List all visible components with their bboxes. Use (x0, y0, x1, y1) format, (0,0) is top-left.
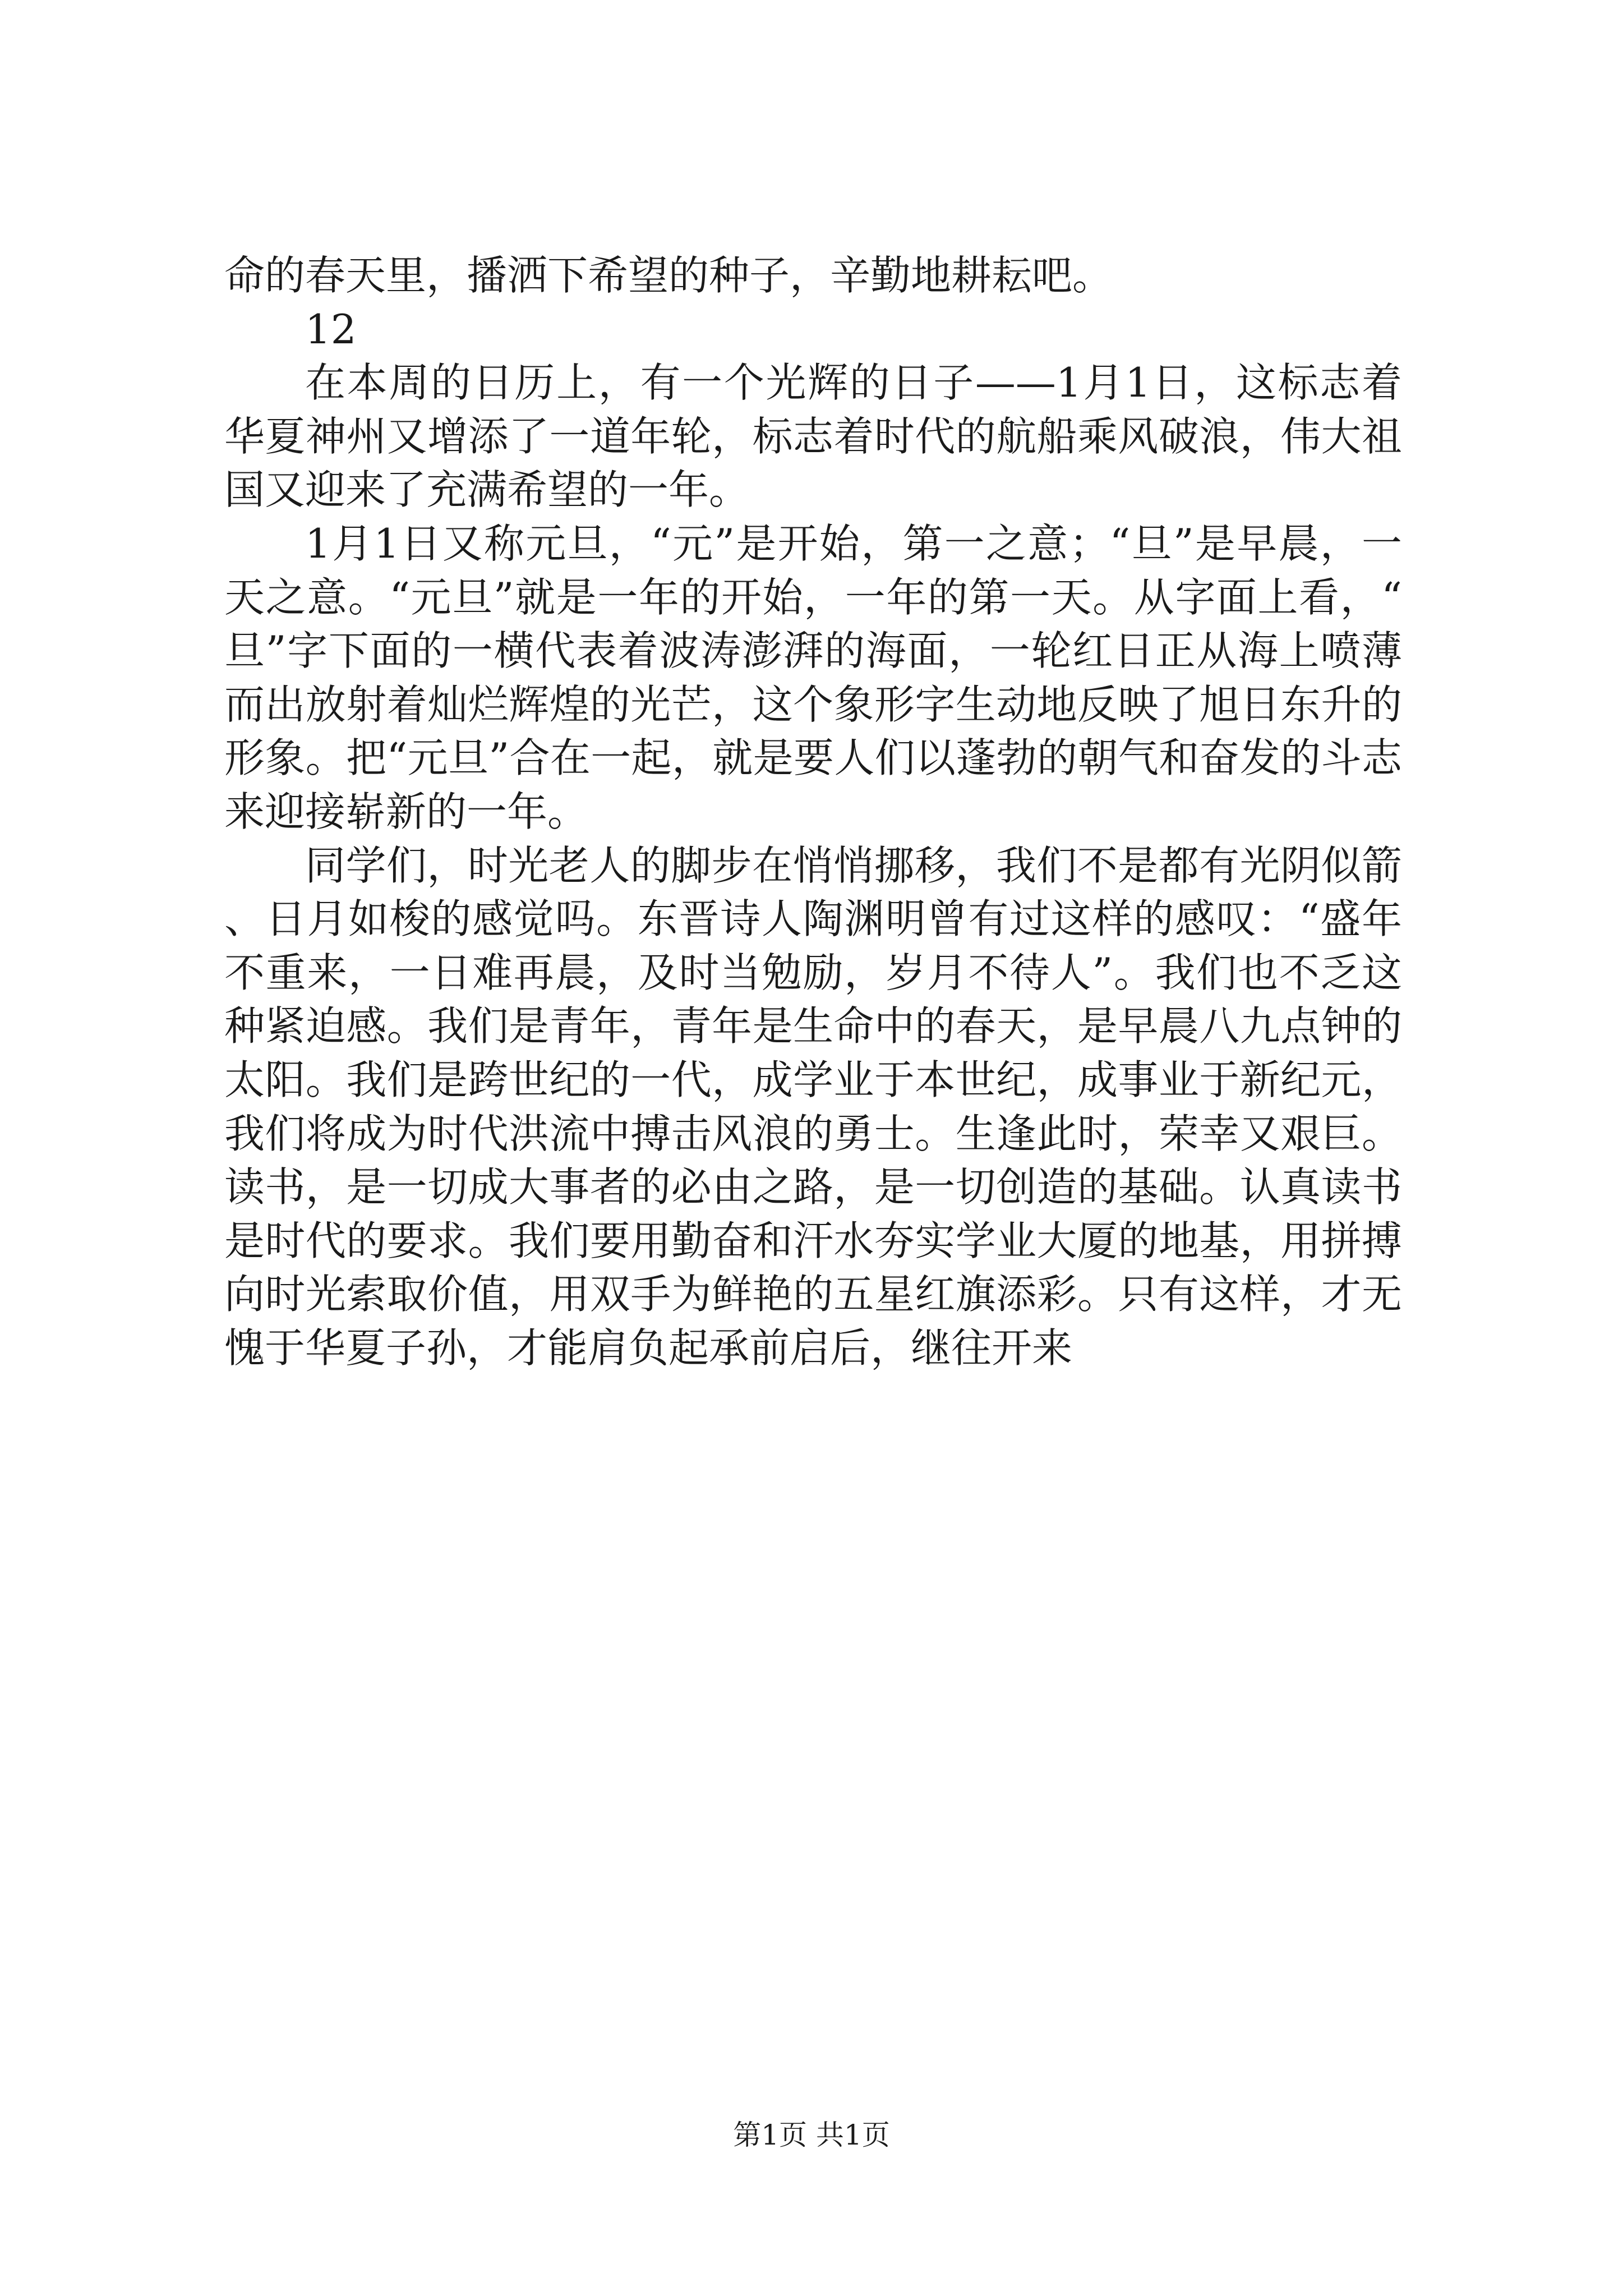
paragraph-continuation: 命的春天里，播洒下希望的种子，辛勤地耕耘吧。 (224, 252, 1113, 299)
paragraph-section-number: 12 (305, 305, 357, 353)
paragraph-yuandan-meaning: 1月1日又称元旦，“元”是开始，第一之意；“旦”是早晨，一天之意。“元旦”就是一年的开始，一年的第一天。从字面上看，“旦”字下面的一横代表着波涛澎湃的海面，一轮红日正从海上喷薄而出放射着灿烂辉煌的光芒，这个象形字生动地反映了旭日东升的形象。把“元旦”合在一起，就是要人们以蓬勃的朝气和奋发的斗志来迎接崭新的一年。 (224, 519, 1402, 835)
page-number-label: 第1页 共1页 (733, 2119, 890, 2151)
paragraph-new-year-intro: 在本周的日历上，有一个光辉的日子——1月1日，这标志着华夏神州又增添了一道年轮，标志着时代的航船乘风破浪，伟大祖国又迎来了充满希望的一年。 (224, 359, 1402, 514)
document-body (224, 249, 1402, 1375)
paragraph-classmates-appeal: 同学们，时光老人的脚步在悄悄挪移，我们不是都有光阴似箭、日月如梭的感觉吗。东晋诗人陶渊明曾有过这样的感叹：“盛年不重来，一日难再晨，及时当勉励，岁月不待人”。我们也不乏这种紧迫感。我们是青年，青年是生命中的春天，是早晨八九点钟的太阳。我们是跨世纪的一代，成学业于本世纪，成事业于新纪元，我们将成为时代洪流中搏击风浪的勇士。生逢此时，荣幸又艰巨。读书，是一切成大事者的必由之路，是一切创造的基础。认真读书是时代的要求。我们要用勤奋和汗水夯实学业大厦的地基，用拼搏向时光索取价值，用双手为鲜艳的五星红旗添彩。只有这样，才无愧于华夏子孙，才能肩负起承前启后，继往开来 (224, 841, 1402, 1372)
page-footer (0, 2118, 1623, 2152)
